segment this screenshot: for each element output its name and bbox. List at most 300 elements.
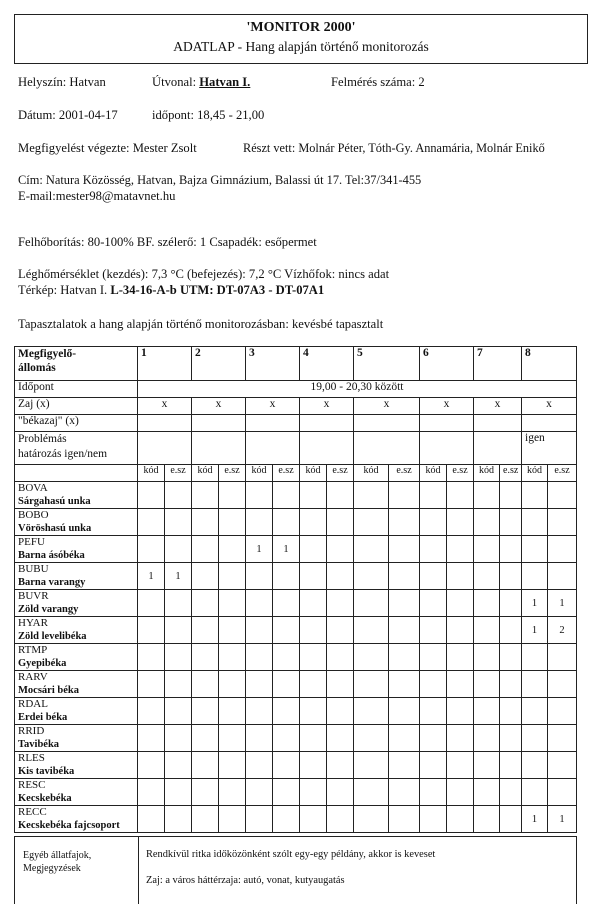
species-cell (354, 590, 389, 617)
species-cell (165, 671, 192, 698)
problem-value-1 (138, 432, 192, 465)
species-code: BOVA (18, 482, 48, 494)
species-cell (522, 698, 548, 725)
time-row (15, 381, 577, 398)
species-cell: 1 (522, 590, 548, 617)
species-cell (548, 725, 577, 752)
species-cell (192, 806, 219, 833)
species-cell (165, 725, 192, 752)
station-5: 5 (354, 347, 420, 381)
species-cell (246, 752, 273, 779)
species-name: Barna ásóbéka (18, 550, 85, 561)
species-row (15, 779, 577, 806)
species-cell (300, 590, 327, 617)
species-cell (500, 671, 522, 698)
monitoring-table (14, 346, 577, 833)
species-cell (354, 752, 389, 779)
species-cell (273, 563, 300, 590)
species-cell (165, 590, 192, 617)
species-cell (420, 617, 447, 644)
species-cell (246, 806, 273, 833)
species-cell (192, 482, 219, 509)
species-cell (300, 725, 327, 752)
species-cell (219, 617, 246, 644)
species-code: RLES (18, 752, 45, 764)
species-cell (500, 725, 522, 752)
species-cell (192, 563, 219, 590)
sub-kod: kód (138, 465, 165, 482)
time-row-label: Időpont (15, 381, 138, 398)
species-cell (327, 482, 354, 509)
sub-esz: e.sz (219, 465, 246, 482)
station-header: Megfigyelő- állomás (15, 347, 138, 381)
species-cell (246, 482, 273, 509)
address-text: Cím: Natura Közösség, Hatvan, Bajza Gimnázium, Balassi út 17. Tel:37/341-455 (18, 173, 422, 187)
species-cell (327, 563, 354, 590)
species-cell (327, 590, 354, 617)
species-cell (389, 644, 420, 671)
problem-value-7 (474, 432, 522, 465)
species-cell (219, 779, 246, 806)
species-cell (354, 644, 389, 671)
species-cell (354, 806, 389, 833)
species-cell: 1 (548, 590, 577, 617)
species-name: Barna varangy (18, 577, 86, 588)
species-cell (389, 779, 420, 806)
species-cell (273, 482, 300, 509)
species-name: Gyepibéka (18, 658, 67, 669)
sub-kod: kód (474, 465, 500, 482)
sub-esz: e.sz (273, 465, 300, 482)
route-field (152, 75, 250, 90)
species-label (15, 671, 138, 698)
species-cell (354, 698, 389, 725)
species-cell (500, 779, 522, 806)
species-cell (447, 509, 474, 536)
species-cell (447, 725, 474, 752)
species-cell (522, 536, 548, 563)
species-cell (273, 644, 300, 671)
species-cell (138, 482, 165, 509)
species-cell (273, 617, 300, 644)
species-cell (192, 590, 219, 617)
sub-kod: kód (300, 465, 327, 482)
species-cell (246, 671, 273, 698)
species-cell (165, 617, 192, 644)
species-cell (389, 698, 420, 725)
species-cell (273, 725, 300, 752)
species-row (15, 752, 577, 779)
species-cell (389, 563, 420, 590)
species-cell (246, 590, 273, 617)
species-cell (548, 752, 577, 779)
species-label (15, 482, 138, 509)
species-cell (354, 509, 389, 536)
species-cell (273, 806, 300, 833)
species-cell (474, 779, 500, 806)
species-cell (219, 482, 246, 509)
species-name: Sárgahasú unka (18, 496, 91, 507)
species-cell (420, 806, 447, 833)
species-cell (522, 779, 548, 806)
species-cell (354, 563, 389, 590)
observer-text: Megfigyelést végezte: Mester Zsolt (18, 141, 197, 155)
species-cell (447, 752, 474, 779)
species-cell: 1 (522, 617, 548, 644)
species-row (15, 482, 577, 509)
species-cell (138, 509, 165, 536)
species-cell (219, 698, 246, 725)
species-cell (500, 806, 522, 833)
noise-value-6: x (420, 398, 474, 415)
species-label (15, 590, 138, 617)
species-cell (192, 509, 219, 536)
species-rows (15, 482, 577, 833)
species-row (15, 671, 577, 698)
species-cell (246, 617, 273, 644)
species-cell (354, 725, 389, 752)
sub-kod: kód (192, 465, 219, 482)
species-cell (192, 617, 219, 644)
species-cell (447, 779, 474, 806)
species-cell (138, 617, 165, 644)
species-cell (389, 752, 420, 779)
species-cell (500, 482, 522, 509)
species-cell (474, 725, 500, 752)
species-cell (447, 536, 474, 563)
species-cell (474, 536, 500, 563)
species-cell (192, 725, 219, 752)
species-code: RTMP (18, 644, 48, 656)
species-cell (219, 725, 246, 752)
species-name: Kecskebéka (18, 793, 72, 804)
species-cell (300, 779, 327, 806)
noise-row (15, 398, 577, 415)
species-name: Kecskebéka fajcsoport (18, 820, 120, 831)
species-name: Zöld varangy (18, 604, 79, 615)
subheader-row (15, 465, 577, 482)
species-cell (548, 563, 577, 590)
species-cell (389, 671, 420, 698)
species-cell (447, 563, 474, 590)
species-cell (246, 698, 273, 725)
sub-esz: e.sz (447, 465, 474, 482)
species-code: RDAL (18, 698, 48, 710)
species-code: RARV (18, 671, 48, 683)
sub-kod: kód (522, 465, 548, 482)
species-cell (548, 644, 577, 671)
species-cell (246, 509, 273, 536)
species-cell (548, 779, 577, 806)
species-row (15, 806, 577, 833)
species-label (15, 563, 138, 590)
problem-row-label: Problémás határozás igen/nem (15, 432, 138, 465)
problem-value-8: igen (522, 432, 577, 465)
noise-value-1: x (138, 398, 192, 415)
species-cell (389, 617, 420, 644)
noise-value-4: x (300, 398, 354, 415)
species-cell (273, 752, 300, 779)
frog-noise-row (15, 415, 577, 432)
species-cell (300, 752, 327, 779)
species-cell: 1 (246, 536, 273, 563)
species-cell (447, 482, 474, 509)
species-cell (447, 590, 474, 617)
species-cell: 1 (273, 536, 300, 563)
species-label (15, 536, 138, 563)
species-cell (219, 644, 246, 671)
species-cell (447, 806, 474, 833)
station-3: 3 (246, 347, 300, 381)
species-cell (474, 563, 500, 590)
species-cell (522, 644, 548, 671)
experience-text: Tapasztalatok a hang alapján történő monitorozásban: kevésbé tapasztalt (18, 317, 384, 331)
species-code: RRID (18, 725, 45, 737)
species-row (15, 617, 577, 644)
species-cell (192, 671, 219, 698)
species-cell (389, 725, 420, 752)
species-cell (246, 725, 273, 752)
species-cell: 2 (548, 617, 577, 644)
weather-text: Felhőborítás: 80-100% BF. szélerő: 1 Csapadék: esőpermet (18, 235, 317, 249)
species-cell (273, 779, 300, 806)
species-cell (300, 509, 327, 536)
location-text: Helyszín: Hatvan (18, 75, 106, 89)
species-cell (273, 698, 300, 725)
species-cell (327, 698, 354, 725)
station-header-row (15, 347, 577, 381)
species-cell (273, 590, 300, 617)
species-cell (300, 536, 327, 563)
species-cell (219, 671, 246, 698)
note-background-noise: Zaj: a város háttérzaja: autó, vonat, kutyaugatás (146, 875, 345, 886)
species-cell (219, 806, 246, 833)
species-cell (138, 752, 165, 779)
species-cell (522, 482, 548, 509)
species-cell (192, 698, 219, 725)
species-code: PEFU (18, 536, 45, 548)
species-cell: 1 (548, 806, 577, 833)
sub-esz: e.sz (548, 465, 577, 482)
species-cell (474, 698, 500, 725)
time-text: időpont: 18,45 - 21,00 (152, 108, 265, 122)
species-row (15, 590, 577, 617)
station-4: 4 (300, 347, 354, 381)
species-cell (219, 752, 246, 779)
species-cell (138, 698, 165, 725)
species-cell (548, 698, 577, 725)
map-text (18, 283, 324, 298)
problem-value-3 (246, 432, 300, 465)
species-cell (165, 698, 192, 725)
species-name: Kis tavibéka (18, 766, 75, 777)
species-cell (522, 671, 548, 698)
species-cell (246, 644, 273, 671)
species-cell (327, 806, 354, 833)
species-cell (500, 536, 522, 563)
form-subtitle: ADATLAP - Hang alapján történő monitorozás (173, 39, 429, 54)
species-cell (447, 617, 474, 644)
species-cell (389, 806, 420, 833)
sub-esz: e.sz (165, 465, 192, 482)
species-code: HYAR (18, 617, 48, 629)
species-label (15, 725, 138, 752)
species-name: Tavibéka (18, 739, 60, 750)
species-code: BUBU (18, 563, 49, 575)
species-cell (138, 806, 165, 833)
species-cell (354, 482, 389, 509)
noise-value-7: x (474, 398, 522, 415)
species-code: BUVR (18, 590, 49, 602)
species-cell (300, 644, 327, 671)
species-cell (474, 509, 500, 536)
species-cell (389, 482, 420, 509)
species-row (15, 725, 577, 752)
species-cell (300, 698, 327, 725)
noise-value-8: x (522, 398, 577, 415)
survey-number: Felmérés száma: 2 (331, 75, 425, 89)
notes-section (14, 836, 577, 904)
species-cell (165, 482, 192, 509)
species-cell (500, 590, 522, 617)
species-cell (219, 509, 246, 536)
route-label: Útvonal: (152, 75, 197, 89)
species-cell (522, 725, 548, 752)
sub-esz: e.sz (500, 465, 522, 482)
species-name: Zöld levelibéka (18, 631, 87, 642)
sub-kod: kód (246, 465, 273, 482)
problem-row (15, 432, 577, 465)
species-cell (246, 779, 273, 806)
species-cell (354, 671, 389, 698)
species-cell (500, 617, 522, 644)
species-cell (165, 644, 192, 671)
species-label (15, 617, 138, 644)
species-cell (354, 617, 389, 644)
problem-value-4 (300, 432, 354, 465)
species-cell (165, 536, 192, 563)
species-cell (420, 509, 447, 536)
note-rarely-heard: Rendkívül ritka időközönként szólt egy-egy példány, akkor is keveset (146, 849, 436, 860)
noise-row-label: Zaj (x) (15, 398, 138, 415)
species-name: Vöröshasú unka (18, 523, 92, 534)
species-cell (327, 509, 354, 536)
problem-value-5 (354, 432, 420, 465)
species-name: Mocsári béka (18, 685, 79, 696)
species-cell (447, 671, 474, 698)
species-cell (192, 536, 219, 563)
form-header (14, 14, 588, 64)
map-prefix: Térkép: Hatvan I. (18, 283, 111, 297)
species-cell (219, 590, 246, 617)
species-cell (420, 779, 447, 806)
species-cell (354, 536, 389, 563)
species-cell (138, 779, 165, 806)
map-reference: L-34-16-A-b UTM: DT-07A3 - DT-07A1 (110, 283, 325, 297)
noise-value-3: x (246, 398, 300, 415)
species-cell (420, 563, 447, 590)
species-row (15, 563, 577, 590)
species-cell (165, 752, 192, 779)
species-code: RECC (18, 806, 47, 818)
species-cell (420, 698, 447, 725)
station-2: 2 (192, 347, 246, 381)
species-cell (474, 671, 500, 698)
sub-esz: e.sz (327, 465, 354, 482)
species-cell (138, 725, 165, 752)
species-cell: 1 (522, 806, 548, 833)
species-cell (300, 806, 327, 833)
species-cell (420, 725, 447, 752)
species-cell (420, 536, 447, 563)
species-cell (500, 563, 522, 590)
species-label (15, 509, 138, 536)
sub-kod: kód (354, 465, 389, 482)
species-cell (420, 590, 447, 617)
species-cell (389, 590, 420, 617)
species-cell (420, 671, 447, 698)
form-title: 'MONITOR 2000' (246, 20, 356, 35)
species-label (15, 752, 138, 779)
station-7: 7 (474, 347, 522, 381)
species-cell (327, 779, 354, 806)
species-cell (420, 752, 447, 779)
species-cell (474, 482, 500, 509)
species-cell (389, 509, 420, 536)
problem-value-6 (420, 432, 474, 465)
species-cell (219, 563, 246, 590)
species-cell (474, 752, 500, 779)
species-cell (389, 536, 420, 563)
species-cell (354, 779, 389, 806)
species-cell (327, 644, 354, 671)
species-cell (300, 563, 327, 590)
species-cell (500, 509, 522, 536)
species-name: Erdei béka (18, 712, 68, 723)
species-cell (138, 536, 165, 563)
species-cell (219, 536, 246, 563)
species-cell (548, 509, 577, 536)
problem-value-2 (192, 432, 246, 465)
species-cell (138, 590, 165, 617)
species-cell (474, 644, 500, 671)
species-cell: 1 (165, 563, 192, 590)
species-cell (474, 806, 500, 833)
species-cell (138, 671, 165, 698)
species-label (15, 779, 138, 806)
species-cell (165, 779, 192, 806)
species-cell (447, 698, 474, 725)
species-cell (300, 617, 327, 644)
frog-noise-label: "békazaj" (x) (15, 415, 138, 432)
species-row (15, 644, 577, 671)
species-cell (138, 644, 165, 671)
species-cell (522, 563, 548, 590)
species-code: BOBO (18, 509, 49, 521)
species-cell (300, 482, 327, 509)
station-8: 8 (522, 347, 577, 381)
species-cell (192, 779, 219, 806)
species-cell (327, 752, 354, 779)
species-cell (548, 671, 577, 698)
species-cell: 1 (138, 563, 165, 590)
species-cell (420, 644, 447, 671)
species-cell (273, 509, 300, 536)
species-cell (548, 536, 577, 563)
species-cell (192, 644, 219, 671)
date-text: Dátum: 2001-04-17 (18, 108, 118, 122)
species-cell (273, 671, 300, 698)
